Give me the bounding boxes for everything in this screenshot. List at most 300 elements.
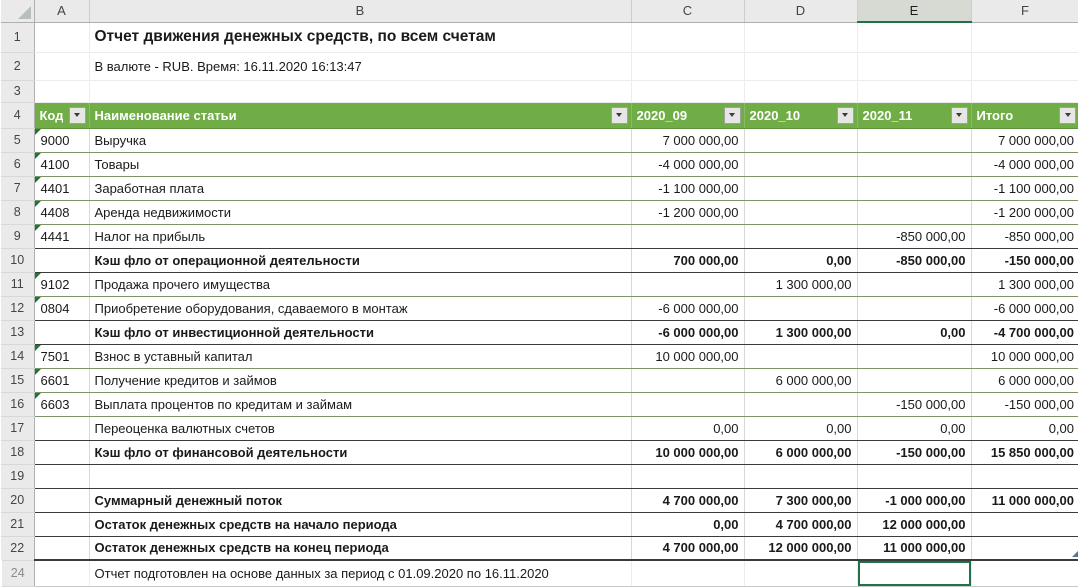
code-cell[interactable] [34,560,89,586]
row-header-3[interactable]: 3 [1,80,34,102]
value-cell[interactable] [857,344,971,368]
value-cell[interactable] [631,176,744,200]
value-cell[interactable] [744,128,857,152]
item-name-cell[interactable] [89,464,631,488]
value-cell[interactable] [744,536,857,560]
value: 1 300 000,00 [998,276,1074,292]
value-cell[interactable] [744,248,857,272]
value: 700 000,00 [673,252,739,268]
item-name: Выплата процентов по кредитам и займам [94,396,353,412]
stored-as-text-indicator-icon [35,369,41,375]
table-header-label: 2020_09 [636,107,688,123]
value-cell[interactable] [971,416,1078,440]
empty-cell[interactable] [857,22,971,52]
table-resize-handle[interactable] [1072,550,1078,557]
value: -150 000,00 [1004,396,1074,412]
value: 4 700 000,00 [662,492,739,508]
selected-cell[interactable] [857,560,971,586]
value: -1 100 000,00 [658,180,739,196]
table-header-label: 2020_10 [749,107,801,123]
code-cell[interactable] [34,512,89,536]
column-header-row [1,0,1078,22]
item-name: Кэш фло от инвестиционной деятельности [94,324,374,340]
value-cell[interactable] [857,272,971,296]
sheet-row-19 [1,464,1078,488]
title-text: Отчет движения денежных средств, по всем счетам [94,28,496,45]
value-cell[interactable] [744,368,857,392]
value-cell[interactable] [857,368,971,392]
value-cell[interactable] [971,248,1078,272]
value-cell[interactable] [971,224,1078,248]
sheet-row-10 [1,248,1078,272]
value-cell[interactable] [971,200,1078,224]
row-header-7[interactable]: 7 [1,176,34,200]
row-header-10[interactable]: 10 [1,248,34,272]
select-all-corner[interactable] [1,0,34,22]
code-value: 4441 [40,228,70,244]
sheet-row-20 [1,488,1078,512]
value: 0,00 [826,252,852,268]
value: -850 000,00 [896,252,966,268]
value: 7 300 000,00 [775,492,852,508]
column-header-a[interactable]: A [34,0,89,22]
value: 6 000 000,00 [775,444,852,460]
value-cell[interactable] [744,440,857,464]
value-cell[interactable] [971,368,1078,392]
value: 7 000 000,00 [662,132,739,148]
sheet-row-15 [1,368,1078,392]
value: 11 000 000,00 [883,540,966,556]
table-header-content [90,107,631,124]
stored-as-text-indicator-icon [35,129,41,135]
value-cell[interactable] [971,440,1078,464]
item-name-cell[interactable] [89,200,631,224]
column-header-c[interactable]: C [631,0,744,22]
value: -150 000,00 [896,444,966,460]
empty-cell[interactable] [971,52,1078,80]
value-cell[interactable] [744,200,857,224]
empty-cell[interactable] [971,80,1078,102]
value: 10 000 000,00 [655,348,739,364]
value: -6 000 000,00 [993,300,1074,316]
sheet-row-13 [1,320,1078,344]
code-value: 7501 [40,348,70,364]
item-name-cell[interactable] [89,320,631,344]
row-header-17[interactable]: 17 [1,416,34,440]
value-cell[interactable] [631,464,744,488]
code-value: 9000 [40,132,70,148]
value-cell[interactable] [631,152,744,176]
value-cell[interactable] [857,224,971,248]
value-cell[interactable] [631,536,744,560]
value-cell[interactable] [631,512,744,536]
code-value: 4408 [40,204,70,220]
sheet-row-24 [1,560,1078,586]
item-name-cell[interactable] [89,368,631,392]
item-name: Получение кредитов и займов [94,372,277,388]
select-all-triangle-icon [18,6,31,19]
value: -150 000,00 [1004,252,1074,268]
value: -1 100 000,00 [993,180,1074,196]
value-cell[interactable] [631,368,744,392]
table-header-cell [857,102,971,128]
value: 11 000 000,00 [991,492,1074,508]
sheet-row-21 [1,512,1078,536]
item-name-cell[interactable] [89,440,631,464]
value: 6 000 000,00 [775,372,852,388]
code-cell[interactable] [34,368,89,392]
value-cell[interactable] [857,488,971,512]
table-header-content [972,107,1078,124]
row-header-24[interactable]: 24 [1,560,34,586]
item-name-cell[interactable] [89,176,631,200]
value-cell[interactable] [744,296,857,320]
report-footer-text: Отчет подготовлен на основе данных за период с 01.09.2020 по 16.11.2020 [94,565,549,581]
value-cell[interactable] [857,536,971,560]
value-cell[interactable] [971,344,1078,368]
value: 4 700 000,00 [775,516,852,532]
value: 0,00 [826,420,852,436]
item-name-cell[interactable] [89,344,631,368]
table-header-content [632,107,744,124]
code-cell[interactable] [34,152,89,176]
sheet-row-5 [1,128,1078,152]
value: 0,00 [1048,420,1074,436]
stored-as-text-indicator-icon [35,153,41,159]
row-header-22[interactable]: 22 [1,536,34,560]
value: -1 200 000,00 [993,204,1074,220]
row-header-14[interactable]: 14 [1,344,34,368]
table-header-content [858,107,971,124]
sheet-row-7 [1,176,1078,200]
code-cell[interactable] [34,272,89,296]
filter-button[interactable] [837,107,854,124]
code-value: 6603 [40,396,70,412]
row-header-5[interactable]: 5 [1,128,34,152]
value-cell[interactable] [631,344,744,368]
stored-as-text-indicator-icon [35,177,41,183]
column-header-b[interactable]: B [89,0,631,22]
cell-b-3[interactable] [89,80,631,102]
stored-as-text-indicator-icon [35,201,41,207]
row-header-11[interactable]: 11 [1,272,34,296]
value: 0,00 [713,516,739,532]
item-name-cell[interactable] [89,248,631,272]
value: 12 000 000,00 [768,540,852,556]
value-cell[interactable] [857,296,971,320]
item-name-cell[interactable] [89,512,631,536]
item-name: Аренда недвижимости [94,204,231,220]
value-cell[interactable] [857,248,971,272]
value-cell[interactable] [744,176,857,200]
code-cell[interactable] [34,200,89,224]
item-name: Остаток денежных средств на начало периода [94,516,397,532]
value-cell[interactable] [971,464,1078,488]
value-cell[interactable] [857,416,971,440]
sheet-row-14 [1,344,1078,368]
empty-cell[interactable] [631,52,744,80]
filter-dropdown-icon [842,113,848,117]
value: 1 300 000,00 [775,276,852,292]
value-cell[interactable] [971,320,1078,344]
row-header-2[interactable]: 2 [1,52,34,80]
value: -1 200 000,00 [658,204,739,220]
cell-a-3[interactable] [34,80,89,102]
filter-button[interactable] [724,107,741,124]
code-value: 4100 [40,156,70,172]
value-cell[interactable] [971,392,1078,416]
row-header-1[interactable]: 1 [1,22,34,52]
code-cell[interactable] [34,128,89,152]
cell-a-1[interactable] [34,22,89,52]
code-cell[interactable] [34,536,89,560]
value: -4 000 000,00 [993,156,1074,172]
code-cell[interactable] [34,488,89,512]
stored-as-text-indicator-icon [35,297,41,303]
value: 0,00 [940,324,966,340]
value: 1 300 000,00 [775,324,852,340]
value: -6 000 000,00 [658,300,739,316]
value-cell[interactable] [744,416,857,440]
empty-cell[interactable] [971,22,1078,52]
sheet-row-18 [1,440,1078,464]
item-name: Кэш фло от финансовой деятельности [94,444,348,460]
value: 4 700 000,00 [662,540,739,556]
value: 10 000 000,00 [655,444,739,460]
value: 15 850 000,00 [990,444,1074,460]
sheet-row-9 [1,224,1078,248]
filter-button[interactable] [951,107,968,124]
filter-button[interactable] [69,107,86,124]
sheet-row-6 [1,152,1078,176]
sheet-row-8 [1,200,1078,224]
column-header-e[interactable]: E [857,0,971,22]
value-cell[interactable] [857,464,971,488]
row-header-6[interactable]: 6 [1,152,34,176]
table-header-label: Итого [976,107,1014,123]
value-cell[interactable] [857,152,971,176]
stored-as-text-indicator-icon [35,393,41,399]
subtitle-text: В валюте - RUB. Время: 16.11.2020 16:13:47 [94,58,362,74]
code-cell[interactable] [34,248,89,272]
value-cell[interactable] [631,440,744,464]
stored-as-text-indicator-icon [35,273,41,279]
value: -1 000 000,00 [885,492,966,508]
value-cell[interactable] [744,512,857,536]
code-cell[interactable] [34,464,89,488]
filter-dropdown-icon [74,113,80,117]
code-cell[interactable] [34,440,89,464]
item-name-cell[interactable] [89,488,631,512]
item-name: Кэш фло от операционной деятельности [94,252,360,268]
value-cell[interactable] [971,296,1078,320]
value: 6 000 000,00 [998,372,1074,388]
value-cell[interactable] [971,488,1078,512]
value-cell[interactable] [631,224,744,248]
empty-cell[interactable] [631,560,744,586]
row-header-18[interactable]: 18 [1,440,34,464]
item-name: Налог на прибыль [94,228,206,244]
value: -150 000,00 [896,396,966,412]
item-name-cell[interactable] [89,416,631,440]
value-cell[interactable] [857,200,971,224]
value: 10 000 000,00 [990,348,1074,364]
item-name-cell[interactable] [89,392,631,416]
value-cell[interactable] [631,320,744,344]
code-cell[interactable] [34,392,89,416]
sheet-row-1 [1,22,1078,52]
value-cell[interactable] [631,392,744,416]
row-header-21[interactable]: 21 [1,512,34,536]
sheet-row-22 [1,536,1078,560]
cell-a-2[interactable] [34,52,89,80]
title-cell[interactable] [89,22,631,52]
sheet-row-4 [1,102,1078,128]
value-cell[interactable] [971,272,1078,296]
value: 7 000 000,00 [998,132,1074,148]
value-cell[interactable] [631,128,744,152]
filter-dropdown-icon [729,113,735,117]
row-header-4[interactable]: 4 [1,102,34,128]
value-cell[interactable] [971,152,1078,176]
filter-dropdown-icon [1065,113,1071,117]
value-cell[interactable] [744,392,857,416]
item-name: Заработная плата [94,180,205,196]
code-value: 0804 [40,300,70,316]
value-cell[interactable] [857,320,971,344]
item-name: Товары [94,156,140,172]
value-cell[interactable] [857,392,971,416]
table-header-cell [631,102,744,128]
item-name-cell[interactable] [89,224,631,248]
item-name-cell[interactable] [89,128,631,152]
item-name: Приобретение оборудования, сдаваемого в монтаж [94,300,408,316]
empty-cell[interactable] [857,52,971,80]
value: -850 000,00 [1004,228,1074,244]
item-name-cell[interactable] [89,152,631,176]
code-value: 6601 [40,372,70,388]
value: -4 000 000,00 [658,156,739,172]
code-cell[interactable] [34,320,89,344]
value-cell[interactable] [631,248,744,272]
row-header-19[interactable]: 19 [1,464,34,488]
value-cell[interactable] [631,488,744,512]
value-cell[interactable] [631,296,744,320]
value-cell[interactable] [971,176,1078,200]
sheet-row-3 [1,80,1078,102]
item-name: Выручка [94,132,147,148]
value-cell[interactable] [857,440,971,464]
item-name: Взнос в уставный капитал [94,348,253,364]
filter-dropdown-icon [956,113,962,117]
table-header-cell [971,102,1078,128]
value-cell[interactable] [971,512,1078,536]
row-header-15[interactable]: 15 [1,368,34,392]
table-header-cell [744,102,857,128]
row-header-12[interactable]: 12 [1,296,34,320]
row-header-20[interactable]: 20 [1,488,34,512]
code-cell[interactable] [34,176,89,200]
sheet-row-17 [1,416,1078,440]
row-header-16[interactable]: 16 [1,392,34,416]
row-header-9[interactable]: 9 [1,224,34,248]
value-cell[interactable] [631,200,744,224]
value-cell[interactable] [631,416,744,440]
code-cell[interactable] [34,296,89,320]
value-cell[interactable] [744,272,857,296]
subtitle-cell[interactable] [89,52,631,80]
row-header-13[interactable]: 13 [1,320,34,344]
value-cell[interactable] [857,128,971,152]
table-header-cell [34,102,89,128]
table-header-content [745,107,857,124]
code-cell[interactable] [34,224,89,248]
stored-as-text-indicator-icon [35,345,41,351]
column-header-d[interactable]: D [744,0,857,22]
empty-cell[interactable] [744,52,857,80]
item-name: Переоценка валютных счетов [94,420,275,436]
value-cell[interactable] [744,488,857,512]
item-name: Суммарный денежный поток [94,492,283,508]
value: 0,00 [713,420,739,436]
value-cell[interactable] [744,224,857,248]
sheet-row-2 [1,52,1078,80]
code-cell[interactable] [34,344,89,368]
code-value: 9102 [40,276,70,292]
empty-cell[interactable] [631,80,744,102]
table-header-label: 2020_11 [862,107,913,123]
stored-as-text-indicator-icon [35,225,41,231]
value: -4 700 000,00 [993,324,1074,340]
item-name-cell[interactable] [89,536,631,560]
table-header-label: Код [39,107,64,123]
value-cell[interactable] [857,176,971,200]
empty-cell[interactable] [631,22,744,52]
value-cell[interactable] [631,272,744,296]
value-cell[interactable] [744,152,857,176]
row-header-8[interactable]: 8 [1,200,34,224]
empty-cell[interactable] [971,560,1078,586]
value-cell[interactable] [744,344,857,368]
filter-button[interactable] [1059,107,1076,124]
item-name-cell[interactable] [89,296,631,320]
item-name: Остаток денежных средств на конец периода [94,540,389,556]
value-cell[interactable] [857,512,971,536]
empty-cell[interactable] [744,560,857,586]
value-cell[interactable] [971,128,1078,152]
table-header-label: Наименование статьи [94,107,237,123]
sheet-row-12 [1,296,1078,320]
item-name: Продажа прочего имущества [94,276,270,292]
report-footer-cell[interactable] [89,560,631,586]
value-cell[interactable] [744,320,857,344]
item-name-cell[interactable] [89,272,631,296]
table-header-cell [89,102,631,128]
filter-button[interactable] [611,107,628,124]
value: -850 000,00 [896,228,966,244]
value-cell[interactable] [744,464,857,488]
code-cell[interactable] [34,416,89,440]
empty-cell[interactable] [744,80,857,102]
value: -6 000 000,00 [658,324,739,340]
value: 0,00 [940,420,966,436]
empty-cell[interactable] [857,80,971,102]
empty-cell[interactable] [744,22,857,52]
column-header-f[interactable]: F [971,0,1078,22]
code-value: 4401 [40,180,70,196]
value-cell[interactable] [971,536,1078,560]
filter-dropdown-icon [616,113,622,117]
